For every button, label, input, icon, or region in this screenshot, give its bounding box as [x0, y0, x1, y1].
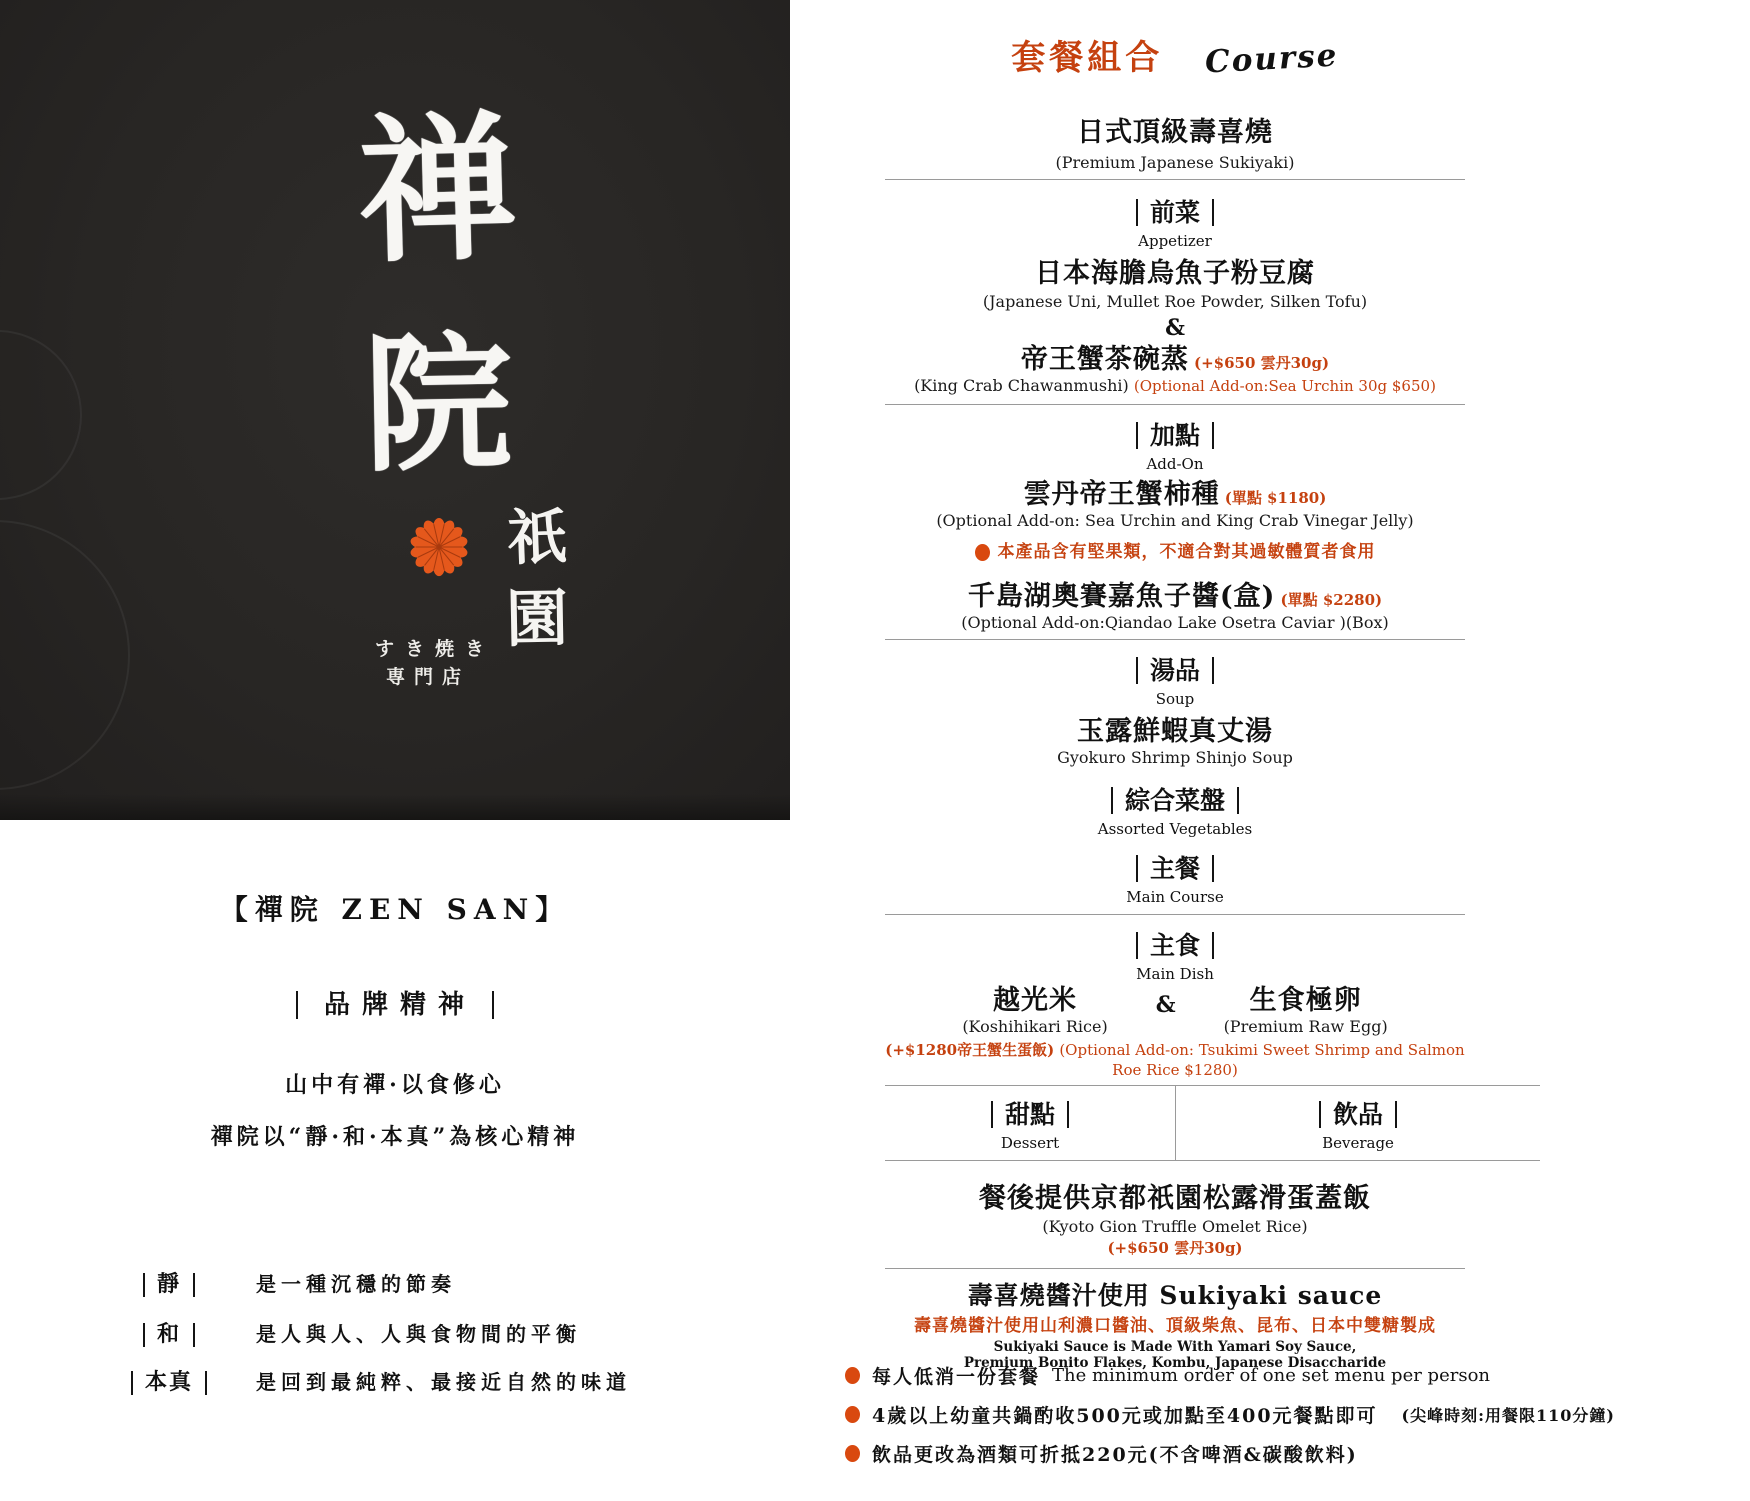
addon-item1	[885, 479, 1465, 511]
section-addon-en: Add-On	[1146, 455, 1204, 473]
appetizer-item2-price: (+$650 雲丹30g)	[1193, 354, 1330, 372]
divider	[885, 639, 1465, 640]
shop-type-line1: すき焼き	[374, 638, 496, 660]
menu-core	[885, 0, 1465, 1371]
note-zh: 每人低消一份套餐	[872, 1366, 1041, 1388]
addon-item2-price: (單點 $2280)	[1280, 591, 1383, 609]
main-dish-row	[885, 985, 1465, 1037]
finale-addon: (+$650 雲丹30g)	[1107, 1239, 1243, 1257]
addon-item2	[885, 581, 1465, 613]
logo-dark-panel	[0, 0, 790, 820]
note-zh: 飲品更改為酒類可折抵220元(不含啤酒&碳酸飲料)	[872, 1444, 1358, 1466]
addon-item1-price: (單點 $1180)	[1224, 489, 1327, 507]
spirit-line-2: 禪院以“靜·和·本真”為核心精神	[210, 1124, 580, 1150]
egg-en: (Premium Raw Egg)	[1223, 1017, 1388, 1036]
addon-item1-en: (Optional Add-on: Sea Urchin and King Crab Vinegar Jelly)	[936, 511, 1414, 530]
allergy-warning-text: 本產品含有堅果類，不適合對其過敏體質者食用	[997, 542, 1376, 562]
divider	[885, 404, 1465, 405]
menu-title-en: Course	[1204, 37, 1340, 81]
section-main-course	[885, 852, 1465, 886]
main-dish-addon-zh: (+$1280帝王蟹生蛋飯)	[885, 1041, 1055, 1059]
section-addon-zh: 加點	[1136, 422, 1214, 449]
section-vegetables	[885, 784, 1465, 818]
section-vegetables-zh: 綜合菜盤	[1111, 787, 1239, 814]
appetizer-item2	[885, 344, 1465, 376]
principle-label: 靜	[143, 1273, 195, 1297]
finale-zh: 餐後提供京都祇園松露滑蛋蓋飯	[979, 1183, 1371, 1214]
main-dish-addon	[885, 1039, 1465, 1079]
principle-text: 是回到最純粹、最接近自然的味道	[256, 1370, 631, 1394]
course-menu-panel	[790, 0, 1750, 1501]
note-small: (尖峰時刻:用餐限110分鐘)	[1401, 1406, 1615, 1425]
bullet-icon	[975, 544, 990, 561]
divider	[885, 179, 1465, 180]
appetizer-item1-en: (Japanese Uni, Mullet Roe Powder, Silken Tofu)	[982, 292, 1368, 311]
spirit-line-1: 山中有禪·以食修心	[285, 1072, 505, 1098]
sauce-title: 壽喜燒醬汁使用 Sukiyaki sauce	[967, 1281, 1383, 1310]
dessert-cell	[885, 1086, 1175, 1160]
section-main-dish	[885, 929, 1465, 963]
logo-calligraphy-in: 院	[362, 315, 514, 493]
decorative-arc	[0, 520, 130, 790]
menu-title-zh: 套餐組合	[1011, 38, 1164, 78]
principle-text: 是人與人、人與食物間的平衡	[256, 1322, 581, 1346]
note-beverage-policy	[845, 1440, 1725, 1467]
appetizer-item2-en: (King Crab Chawanmushi)	[914, 376, 1129, 395]
section-soup-en: Soup	[1155, 690, 1195, 708]
allergy-warning	[885, 541, 1465, 563]
appetizer-item2-sub	[885, 376, 1465, 396]
spirit-section-header	[0, 990, 790, 1020]
appetizer-item1-zh: 日本海膽烏魚子粉豆腐	[1035, 258, 1315, 289]
logo-gion-gi: 祇	[505, 501, 569, 575]
main-dish-addon-en: (Optional Add-on: Tsukimi Sweet Shrimp and Salmon Roe Rice $1280)	[1059, 1041, 1465, 1079]
logo-calligraphy-zen: 禅	[356, 95, 520, 286]
section-addon	[885, 419, 1465, 453]
ampersand: &	[1155, 992, 1176, 1018]
principle-row-calm	[110, 1268, 456, 1297]
section-dessert-en: Dessert	[1000, 1134, 1060, 1152]
divider	[885, 1268, 1465, 1269]
section-beverage	[1176, 1098, 1540, 1132]
principle-text: 是一種沉穩的節奏	[256, 1272, 456, 1296]
course-title-zh: 日式頂級壽喜燒	[1077, 117, 1273, 148]
section-soup-zh: 湯品	[1136, 657, 1214, 684]
bullet-icon	[845, 1367, 860, 1384]
principle-row-harmony	[110, 1318, 581, 1347]
sauce-desc-en1: Sukiyaki Sauce is Made With Yamari Soy Sauce,	[993, 1339, 1357, 1355]
logo-gion-on: 園	[505, 581, 569, 656]
note-en: The minimum order of one set menu per person	[1052, 1365, 1491, 1386]
brand-panel	[0, 0, 790, 1501]
beverage-cell	[1175, 1086, 1540, 1160]
section-main-dish-en: Main Dish	[1136, 965, 1214, 983]
divider	[885, 914, 1465, 915]
principle-label: 本真	[131, 1371, 207, 1395]
section-appetizer	[885, 196, 1465, 230]
finale-en: (Kyoto Gion Truffle Omelet Rice)	[1042, 1217, 1308, 1236]
section-beverage-en: Beverage	[1322, 1134, 1394, 1152]
section-main-course-en: Main Course	[1126, 888, 1224, 906]
egg-zh: 生食極卵	[1249, 985, 1362, 1016]
course-title-en: (Premium Japanese Sukiyaki)	[1055, 153, 1295, 172]
soup-item-zh: 玉露鮮蝦真丈湯	[1077, 716, 1273, 747]
dessert-beverage-table	[885, 1085, 1540, 1161]
section-soup	[885, 654, 1465, 688]
note-children-policy	[845, 1401, 1725, 1428]
spirit-header-text: 品牌精神	[296, 991, 494, 1019]
rice-zh: 越光米	[993, 985, 1077, 1016]
appetizer-item2-zh: 帝王蟹茶碗蒸	[1020, 344, 1189, 375]
brand-spirit-area	[0, 820, 790, 1501]
section-appetizer-zh: 前菜	[1136, 199, 1214, 226]
sauce-desc-zh: 壽喜燒醬汁使用山利濃口醬油、頂級柴魚、昆布、日本中雙糖製成	[914, 1316, 1436, 1336]
menu-notes	[845, 1362, 1725, 1467]
sauce-desc-en2: Premium Bonito Flakes, Kombu, Japanese Disaccharide	[963, 1355, 1387, 1371]
addon-item1-zh: 雲丹帝王蟹柿種	[1023, 479, 1220, 510]
section-vegetables-en: Assorted Vegetables	[1097, 820, 1253, 838]
bullet-icon	[845, 1445, 860, 1462]
section-beverage-zh: 飲品	[1319, 1101, 1397, 1128]
section-main-course-zh: 主餐	[1136, 855, 1214, 882]
appetizer-item2-en-addon: (Optional Add-on:Sea Urchin 30g $650)	[1133, 377, 1436, 395]
section-appetizer-en: Appetizer	[1138, 232, 1212, 250]
section-dessert	[885, 1098, 1175, 1132]
principle-row-authenticity	[110, 1366, 631, 1395]
shop-type-line2: 専門店	[385, 666, 471, 688]
decorative-arc	[0, 330, 82, 500]
note-minimum-order	[845, 1362, 1725, 1389]
menu-header	[885, 0, 1465, 79]
chrysanthemum-icon	[409, 517, 469, 577]
soup-item-en: Gyokuro Shrimp Shinjo Soup	[1057, 748, 1293, 767]
brand-title: 【禪院 ZEN SAN】	[219, 893, 571, 926]
note-zh: 4歲以上幼童共鍋酌收500元或加點至400元餐點即可	[872, 1405, 1378, 1427]
addon-item2-en: (Optional Add-on:Qiandao Lake Osetra Caviar )(Box)	[961, 613, 1389, 632]
bullet-icon	[845, 1406, 860, 1423]
section-main-dish-zh: 主食	[1136, 932, 1214, 959]
rice-en: (Koshihikari Rice)	[962, 1017, 1108, 1036]
principle-label: 和	[143, 1323, 195, 1347]
addon-item2-zh: 千島湖奧賽嘉魚子醬(盒)	[967, 581, 1276, 612]
main-dish-rice	[962, 985, 1107, 1037]
section-dessert-zh: 甜點	[991, 1101, 1069, 1128]
main-dish-egg	[1224, 985, 1388, 1037]
ampersand: &	[1165, 315, 1185, 341]
